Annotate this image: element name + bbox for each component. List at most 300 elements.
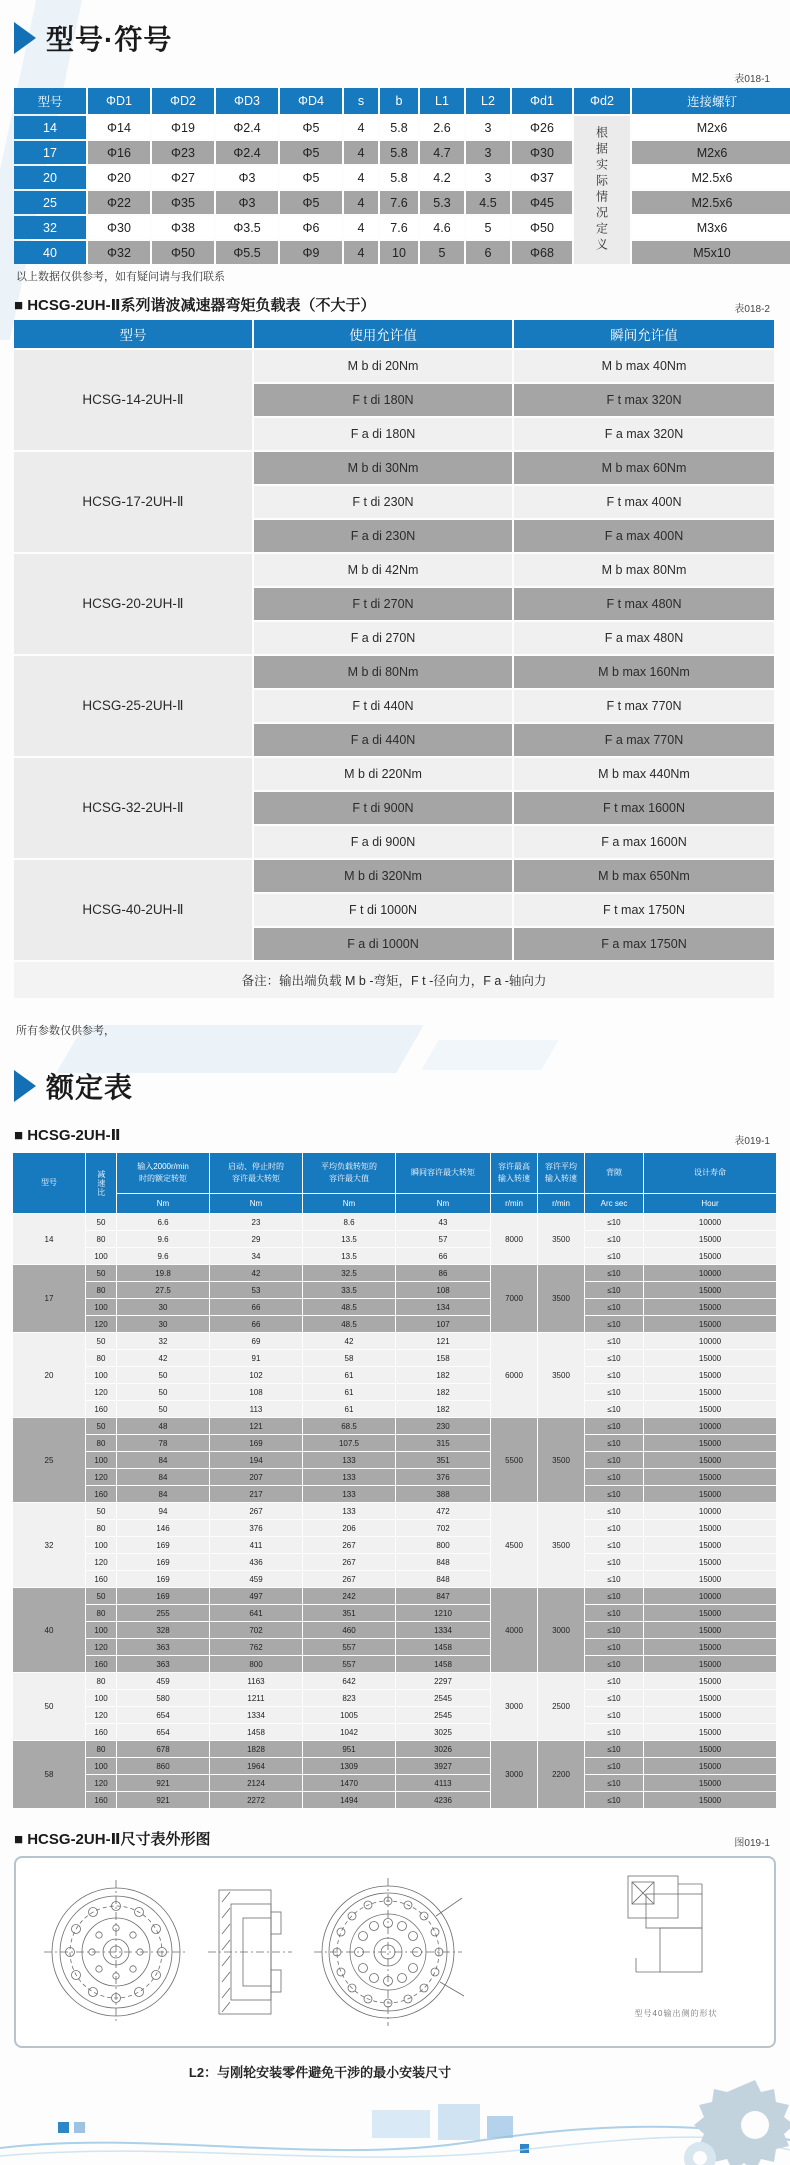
value-cell: F a di 270N: [254, 622, 512, 654]
column-header: L2: [466, 88, 510, 114]
instant-torque-cell: 4236: [396, 1792, 490, 1808]
table-row: [13, 1537, 776, 1553]
value-cell: M b max 160Nm: [514, 656, 774, 688]
backlash-cell: ≤10: [585, 1384, 643, 1400]
backlash-cell: ≤10: [585, 1673, 643, 1689]
value-cell: F a max 770N: [514, 724, 774, 756]
instant-torque-cell: 158: [396, 1350, 490, 1366]
startstop-torque-cell: 1828: [210, 1741, 302, 1757]
table-row: [13, 1316, 776, 1332]
l2-note: L2：与刚轮安装零件避免干涉的最小安装尺寸: [188, 2065, 452, 2080]
table-row: [13, 1775, 776, 1791]
value-cell: Φ19: [152, 116, 214, 139]
startstop-torque-cell: 194: [210, 1452, 302, 1468]
value-cell: Φ5: [280, 116, 342, 139]
value-cell: 4: [344, 216, 378, 239]
value-cell: M b max 650Nm: [514, 860, 774, 892]
ratio-cell: 160: [86, 1724, 116, 1740]
backlash-cell: ≤10: [585, 1350, 643, 1366]
column-header: 设计寿命: [644, 1153, 776, 1193]
life-cell: 15000: [644, 1622, 776, 1638]
life-cell: 15000: [644, 1367, 776, 1383]
unit-header: Nm: [117, 1194, 209, 1213]
column-header: L1: [420, 88, 464, 114]
backlash-cell: ≤10: [585, 1503, 643, 1519]
startstop-torque-cell: 267: [210, 1503, 302, 1519]
startstop-torque-cell: 641: [210, 1605, 302, 1621]
table-row: [13, 1605, 776, 1621]
value-cell: 4.7: [420, 141, 464, 164]
instant-torque-cell: 1458: [396, 1656, 490, 1672]
ratio-cell: 120: [86, 1469, 116, 1485]
column-header: Φd1: [512, 88, 572, 114]
value-cell: F t max 770N: [514, 690, 774, 722]
table2-label: 表018-2: [734, 304, 770, 315]
life-cell: 15000: [644, 1452, 776, 1468]
ratio-cell: 120: [86, 1316, 116, 1332]
instant-torque-cell: 847: [396, 1588, 490, 1604]
backlash-cell: ≤10: [585, 1656, 643, 1672]
value-cell: Φ20: [88, 166, 150, 189]
avg-torque-cell: 1309: [303, 1758, 395, 1774]
table-row: [13, 1214, 776, 1230]
life-cell: 15000: [644, 1248, 776, 1264]
startstop-torque-cell: 42: [210, 1265, 302, 1281]
value-cell: Φ5: [280, 141, 342, 164]
backlash-cell: ≤10: [585, 1401, 643, 1417]
backlash-cell: ≤10: [585, 1299, 643, 1315]
rated-torque-cell: 30: [117, 1316, 209, 1332]
front-view-drawing-1: [44, 1880, 188, 2024]
value-cell: 5.8: [380, 166, 418, 189]
avg-torque-cell: 267: [303, 1571, 395, 1587]
value-cell: M b max 40Nm: [514, 350, 774, 382]
backlash-cell: ≤10: [585, 1588, 643, 1604]
value-cell: F a max 480N: [514, 622, 774, 654]
table-row: [13, 1520, 776, 1536]
table-row: [13, 1333, 776, 1349]
value-cell: Φ5.5: [216, 241, 278, 264]
backlash-cell: ≤10: [585, 1486, 643, 1502]
value-cell: F a max 400N: [514, 520, 774, 552]
instant-torque-cell: 1334: [396, 1622, 490, 1638]
life-cell: 15000: [644, 1758, 776, 1774]
section-view-drawing: [208, 1890, 292, 2014]
avg-torque-cell: 133: [303, 1503, 395, 1519]
value-cell: 5.3: [420, 191, 464, 214]
instant-torque-cell: 1458: [396, 1639, 490, 1655]
instant-torque-cell: 2297: [396, 1673, 490, 1689]
backlash-cell: ≤10: [585, 1214, 643, 1230]
unit-header: r/min: [538, 1194, 584, 1213]
section3-sub: ■ HCSG-2UH-Ⅱ: [14, 1127, 121, 1144]
column-header: 背隙: [585, 1153, 643, 1193]
instant-torque-cell: 121: [396, 1333, 490, 1349]
value-cell: 5: [420, 241, 464, 264]
instant-torque-cell: 2545: [396, 1707, 490, 1723]
value-cell: 4.5: [466, 191, 510, 214]
max-input-speed-cell: 4000: [491, 1588, 537, 1672]
value-cell: M b di 80Nm: [254, 656, 512, 688]
value-cell: Φ35: [152, 191, 214, 214]
unit-header: r/min: [491, 1194, 537, 1213]
value-cell: 4: [344, 116, 378, 139]
table-row: [13, 1690, 776, 1706]
life-cell: 15000: [644, 1673, 776, 1689]
life-cell: 15000: [644, 1486, 776, 1502]
life-cell: 10000: [644, 1503, 776, 1519]
max-input-speed-cell: 6000: [491, 1333, 537, 1417]
instant-torque-cell: 315: [396, 1435, 490, 1451]
life-cell: 15000: [644, 1656, 776, 1672]
instant-torque-cell: 376: [396, 1469, 490, 1485]
avg-torque-cell: 1470: [303, 1775, 395, 1791]
rated-torque-cell: 255: [117, 1605, 209, 1621]
rated-torque-cell: 50: [117, 1367, 209, 1383]
column-header: b: [380, 88, 418, 114]
value-cell: 4: [344, 191, 378, 214]
avg-torque-cell: 1494: [303, 1792, 395, 1808]
avg-torque-cell: 13.5: [303, 1231, 395, 1247]
column-header: ΦD3: [216, 88, 278, 114]
startstop-torque-cell: 1211: [210, 1690, 302, 1706]
ratio-cell: 80: [86, 1435, 116, 1451]
avg-input-speed-cell: 2200: [538, 1741, 584, 1808]
value-cell: F t di 270N: [254, 588, 512, 620]
instant-torque-cell: 57: [396, 1231, 490, 1247]
model-cell: HCSG-20-2UH-Ⅱ: [14, 554, 252, 654]
value-cell: F a di 440N: [254, 724, 512, 756]
backlash-cell: ≤10: [585, 1622, 643, 1638]
avg-torque-cell: 242: [303, 1588, 395, 1604]
backlash-cell: ≤10: [585, 1741, 643, 1757]
table-row: [13, 1741, 776, 1757]
rated-torque-cell: 860: [117, 1758, 209, 1774]
startstop-torque-cell: 53: [210, 1282, 302, 1298]
unit-header: Nm: [210, 1194, 302, 1213]
table3-unit-row: [13, 1194, 776, 1213]
instant-torque-cell: 43: [396, 1214, 490, 1230]
instant-torque-cell: 4113: [396, 1775, 490, 1791]
model-cell: 50: [13, 1673, 85, 1740]
table-row: [13, 1622, 776, 1638]
avg-torque-cell: 557: [303, 1656, 395, 1672]
life-cell: 15000: [644, 1724, 776, 1740]
value-cell: Φ30: [512, 141, 572, 164]
model-cell: 25: [13, 1418, 85, 1502]
column-header: 使用允许值: [254, 320, 512, 348]
value-cell: F t max 1600N: [514, 792, 774, 824]
startstop-torque-cell: 121: [210, 1418, 302, 1434]
life-cell: 15000: [644, 1571, 776, 1587]
ratio-cell: 160: [86, 1571, 116, 1587]
max-input-speed-cell: 7000: [491, 1265, 537, 1332]
table-row: [13, 1571, 776, 1587]
value-cell: F a di 900N: [254, 826, 512, 858]
table-row: [14, 758, 774, 790]
avg-torque-cell: 33.5: [303, 1282, 395, 1298]
value-cell: F t di 440N: [254, 690, 512, 722]
value-cell: M b di 20Nm: [254, 350, 512, 382]
ratio-cell: 50: [86, 1588, 116, 1604]
rated-torque-cell: 654: [117, 1707, 209, 1723]
backlash-cell: ≤10: [585, 1724, 643, 1740]
rated-torque-cell: 32: [117, 1333, 209, 1349]
table-row: [14, 656, 774, 688]
life-cell: 15000: [644, 1707, 776, 1723]
table-row: [13, 1401, 776, 1417]
value-cell: Φ3: [216, 191, 278, 214]
column-header: 型号: [14, 88, 86, 114]
table-row: [13, 1231, 776, 1247]
startstop-torque-cell: 1163: [210, 1673, 302, 1689]
blue-arrow-icon: [14, 22, 36, 54]
avg-torque-cell: 58: [303, 1350, 395, 1366]
ratio-cell: 100: [86, 1299, 116, 1315]
backlash-cell: ≤10: [585, 1639, 643, 1655]
value-cell: F a di 1000N: [254, 928, 512, 960]
value-cell: Φ32: [88, 241, 150, 264]
model-cell: 40: [14, 241, 86, 264]
table-row: [14, 241, 790, 264]
backlash-cell: ≤10: [585, 1775, 643, 1791]
model-cell: 20: [13, 1333, 85, 1417]
table2-note: 所有参数仅供参考，: [16, 1025, 115, 1037]
startstop-torque-cell: 800: [210, 1656, 302, 1672]
life-cell: 15000: [644, 1384, 776, 1400]
ratio-cell: 100: [86, 1248, 116, 1264]
table-row: [14, 452, 774, 484]
rated-torque-cell: 363: [117, 1656, 209, 1672]
table-row: [13, 1503, 776, 1519]
table-row: [14, 860, 774, 892]
column-header: 平均负载转矩的 容许最大值: [303, 1153, 395, 1193]
unit-header: Nm: [396, 1194, 490, 1213]
ratio-cell: 120: [86, 1554, 116, 1570]
model-cell: 58: [13, 1741, 85, 1808]
life-cell: 15000: [644, 1537, 776, 1553]
avg-torque-cell: 48.5: [303, 1299, 395, 1315]
startstop-torque-cell: 91: [210, 1350, 302, 1366]
rated-torque-cell: 921: [117, 1775, 209, 1791]
life-cell: 15000: [644, 1435, 776, 1451]
avg-input-speed-cell: 3500: [538, 1418, 584, 1502]
value-cell: Φ26: [512, 116, 572, 139]
life-cell: 15000: [644, 1605, 776, 1621]
backlash-cell: ≤10: [585, 1707, 643, 1723]
backlash-cell: ≤10: [585, 1571, 643, 1587]
max-input-speed-cell: 4500: [491, 1503, 537, 1587]
startstop-torque-cell: 207: [210, 1469, 302, 1485]
value-cell: F a di 180N: [254, 418, 512, 450]
model-cell: 20: [14, 166, 86, 189]
backlash-cell: ≤10: [585, 1537, 643, 1553]
value-cell: 4: [344, 166, 378, 189]
value-cell: Φ5: [280, 166, 342, 189]
avg-input-speed-cell: 3500: [538, 1214, 584, 1264]
ratio-cell: 80: [86, 1520, 116, 1536]
instant-torque-cell: 66: [396, 1248, 490, 1264]
life-cell: 15000: [644, 1401, 776, 1417]
instant-torque-cell: 1210: [396, 1605, 490, 1621]
rated-torque-cell: 94: [117, 1503, 209, 1519]
life-cell: 10000: [644, 1333, 776, 1349]
ratio-cell: 80: [86, 1605, 116, 1621]
table-row: [13, 1248, 776, 1264]
value-cell: Φ3: [216, 166, 278, 189]
unit-header: Nm: [303, 1194, 395, 1213]
value-cell: Φ2.4: [216, 116, 278, 139]
rated-torque-cell: 84: [117, 1486, 209, 1502]
avg-input-speed-cell: 3500: [538, 1503, 584, 1587]
startstop-torque-cell: 411: [210, 1537, 302, 1553]
value-cell: 3: [466, 141, 510, 164]
screw-cell: M2x6: [632, 141, 790, 164]
unit-header: Arc sec: [585, 1194, 643, 1213]
life-cell: 15000: [644, 1775, 776, 1791]
section3-header: [14, 1066, 133, 1106]
rated-torque-cell: 328: [117, 1622, 209, 1638]
avg-torque-cell: 267: [303, 1554, 395, 1570]
value-cell: 7.6: [380, 191, 418, 214]
ratio-cell: 80: [86, 1741, 116, 1757]
value-cell: M b di 220Nm: [254, 758, 512, 790]
value-cell: Φ30: [88, 216, 150, 239]
life-cell: 15000: [644, 1741, 776, 1757]
value-cell: Φ27: [152, 166, 214, 189]
instant-torque-cell: 107: [396, 1316, 490, 1332]
rated-torque-cell: 169: [117, 1588, 209, 1604]
model-cell: HCSG-25-2UH-Ⅱ: [14, 656, 252, 756]
rated-torque-cell: 19.8: [117, 1265, 209, 1281]
avg-torque-cell: 557: [303, 1639, 395, 1655]
instant-torque-cell: 3026: [396, 1741, 490, 1757]
instant-torque-cell: 848: [396, 1554, 490, 1570]
table-row: [13, 1350, 776, 1366]
value-cell: 5: [466, 216, 510, 239]
backlash-cell: ≤10: [585, 1265, 643, 1281]
table-row: [13, 1418, 776, 1434]
ratio-cell: 100: [86, 1690, 116, 1706]
ratio-cell: 100: [86, 1367, 116, 1383]
rated-torque-cell: 30: [117, 1299, 209, 1315]
rated-torque-cell: 169: [117, 1571, 209, 1587]
life-cell: 15000: [644, 1469, 776, 1485]
screw-cell: M2.5x6: [632, 191, 790, 214]
startstop-torque-cell: 376: [210, 1520, 302, 1536]
value-cell: Φ5: [280, 191, 342, 214]
value-cell: F a max 1600N: [514, 826, 774, 858]
instant-torque-cell: 182: [396, 1384, 490, 1400]
column-header: 瞬间允许值: [514, 320, 774, 348]
column-header: 瞬间容许最大转矩: [396, 1153, 490, 1193]
backlash-cell: ≤10: [585, 1758, 643, 1774]
startstop-torque-cell: 102: [210, 1367, 302, 1383]
life-cell: 15000: [644, 1231, 776, 1247]
startstop-torque-cell: 169: [210, 1435, 302, 1451]
rated-torque-cell: 50: [117, 1384, 209, 1400]
table3-header-row: [13, 1153, 776, 1193]
backlash-cell: ≤10: [585, 1316, 643, 1332]
instant-torque-cell: 2545: [396, 1690, 490, 1706]
model-cell: 32: [13, 1503, 85, 1587]
watermark-shape: [421, 1040, 558, 1070]
avg-torque-cell: 32.5: [303, 1265, 395, 1281]
avg-torque-cell: 206: [303, 1520, 395, 1536]
rated-torque-cell: 27.5: [117, 1282, 209, 1298]
backlash-cell: ≤10: [585, 1792, 643, 1808]
ratio-cell: 100: [86, 1537, 116, 1553]
avg-input-speed-cell: 3500: [538, 1333, 584, 1417]
ratio-cell: 50: [86, 1418, 116, 1434]
instant-torque-cell: 351: [396, 1452, 490, 1468]
value-cell: Φ68: [512, 241, 572, 264]
screw-cell: M5x10: [632, 241, 790, 264]
value-cell: F t di 1000N: [254, 894, 512, 926]
instant-torque-cell: 86: [396, 1265, 490, 1281]
value-cell: Φ2.4: [216, 141, 278, 164]
startstop-torque-cell: 29: [210, 1231, 302, 1247]
instant-torque-cell: 230: [396, 1418, 490, 1434]
value-cell: 5.8: [380, 141, 418, 164]
value-cell: Φ37: [512, 166, 572, 189]
life-cell: 10000: [644, 1265, 776, 1281]
rated-torque-cell: 42: [117, 1350, 209, 1366]
startstop-torque-cell: 108: [210, 1384, 302, 1400]
instant-torque-cell: 848: [396, 1571, 490, 1587]
table-row: [13, 1639, 776, 1655]
rated-torque-cell: 146: [117, 1520, 209, 1536]
max-input-speed-cell: 8000: [491, 1214, 537, 1264]
model-cell: 17: [14, 141, 86, 164]
startstop-torque-cell: 66: [210, 1299, 302, 1315]
moment-load-table: [12, 318, 776, 1000]
figure-caption: 型号40输出侧的形状: [634, 2009, 718, 2018]
life-cell: 15000: [644, 1350, 776, 1366]
instant-torque-cell: 3927: [396, 1758, 490, 1774]
startstop-torque-cell: 702: [210, 1622, 302, 1638]
life-cell: 10000: [644, 1418, 776, 1434]
avg-torque-cell: 61: [303, 1401, 395, 1417]
startstop-torque-cell: 217: [210, 1486, 302, 1502]
table-row: [13, 1673, 776, 1689]
avg-torque-cell: 107.5: [303, 1435, 395, 1451]
column-header: 容许最高 输入转速: [491, 1153, 537, 1193]
remark-cell: 备注：输出端负载 M b -弯矩，F t -径向力，F a -轴向力: [14, 962, 774, 998]
avg-input-speed-cell: 3500: [538, 1265, 584, 1332]
ratio-cell: 80: [86, 1282, 116, 1298]
instant-torque-cell: 108: [396, 1282, 490, 1298]
table-row: [13, 1384, 776, 1400]
table-row: [14, 554, 774, 586]
model-cell: 32: [14, 216, 86, 239]
life-cell: 15000: [644, 1792, 776, 1808]
life-cell: 15000: [644, 1554, 776, 1570]
avg-torque-cell: 42: [303, 1333, 395, 1349]
instant-torque-cell: 388: [396, 1486, 490, 1502]
rated-torque-cell: 678: [117, 1741, 209, 1757]
output-side-section-drawing: [628, 1876, 702, 1972]
model-cell: HCSG-17-2UH-Ⅱ: [14, 452, 252, 552]
instant-torque-cell: 182: [396, 1367, 490, 1383]
avg-torque-cell: 351: [303, 1605, 395, 1621]
rating-title: 额定表: [46, 1072, 134, 1103]
ratio-cell: 50: [86, 1265, 116, 1281]
value-cell: 6: [466, 241, 510, 264]
table-row: [13, 1588, 776, 1604]
avg-torque-cell: 68.5: [303, 1418, 395, 1434]
life-cell: 10000: [644, 1588, 776, 1604]
